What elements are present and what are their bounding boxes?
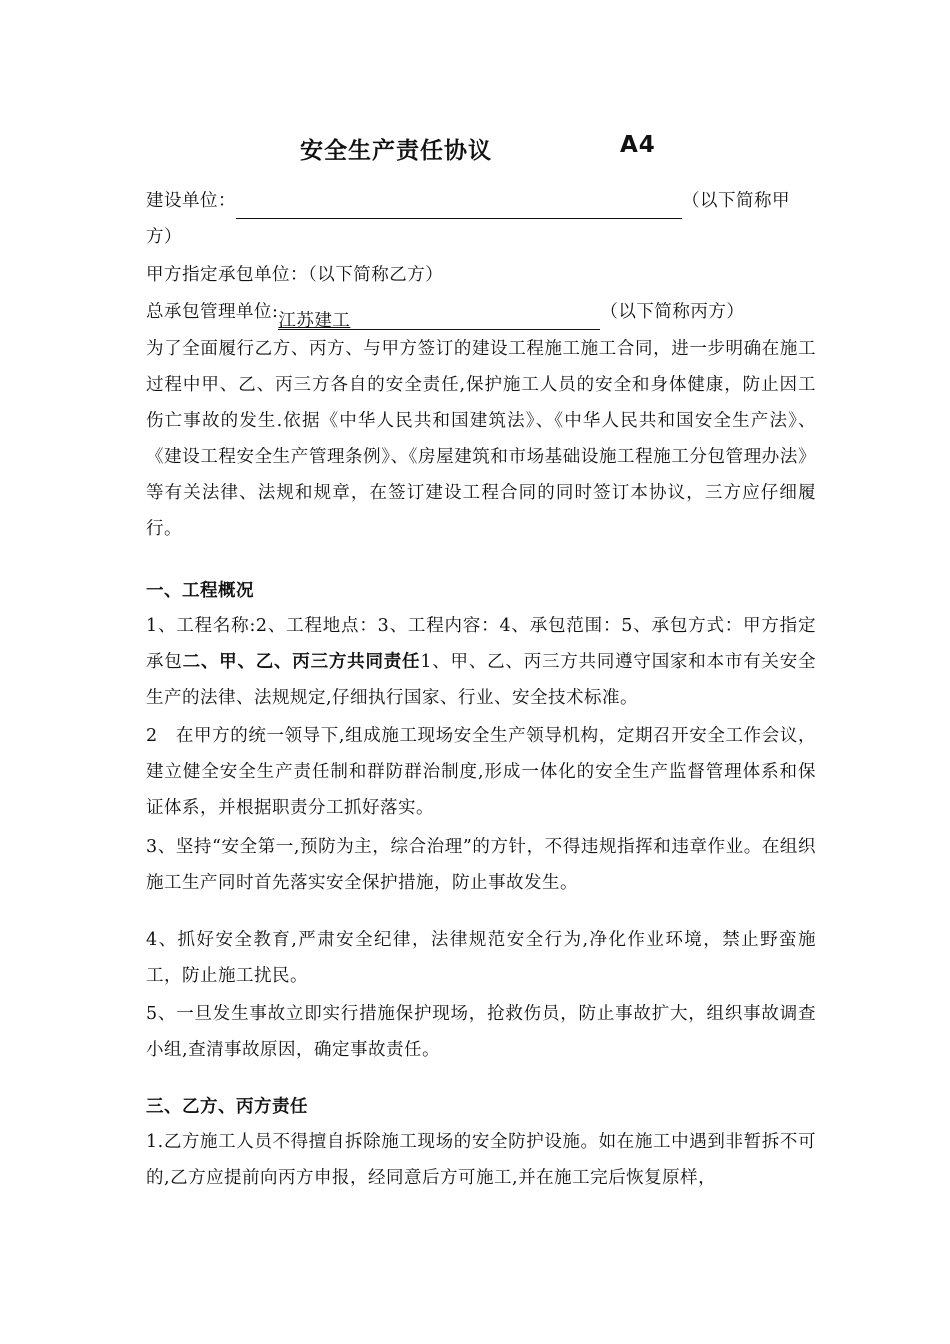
section2-item1: 1、甲、乙、丙三方共同遵守国家和本市有关安全生产的法律、法规规定,仔细执行国家、行业、安全技术标准。 xyxy=(146,652,817,708)
section2-heading: 二、甲、乙、丙三方共同责任 xyxy=(182,652,421,672)
section1-items-text: 1、工程名称:2、工程地点：3、工程内容：4、承包范围：5、承包方式：甲方指定承包 xyxy=(146,616,816,672)
intro-paragraph: 为了全面履行乙方、丙方、与甲方签订的建设工程施工施工合同，进一步明确在施工过程中甲、乙、丙三方各自的安全责任,保护施工人员的安全和身体健康，防止因工伤亡事故的发生.依据《中华人民共和国建筑法》、《中华人民共和国安全生产法》、《建设工程安全生产管理条例》、《房屋建筑和市场基础设施工程施工分包管理办法》等有关法律、法规和规章，在签订建设工程合同的同时签订本协议，三方应仔细履行。 xyxy=(146,339,816,539)
jianshe-line xyxy=(146,183,816,219)
yi-line: 甲方指定承包单位：（以下简称乙方） xyxy=(146,265,444,285)
jianshe-suffix: （以下简称甲 xyxy=(682,191,790,211)
section3-item1: 1.乙方施工人员不得擅自拆除施工现场的安全防护设施。如在施工中遇到非暂拆不可的,乙方应提前向丙方申报，经同意后方可施工,并在施工完后恢复原样， xyxy=(146,1132,816,1188)
section2-item2: 2 在甲方的统一领导下,组成施工现场安全生产领导机构，定期召开安全工作会议，建立健全安全生产责任制和群防群治制度,形成一体化的安全生产监督管理体系和保证体系，并根据职责分工抓好落实。 xyxy=(146,726,816,818)
zong-suffix: （以下简称丙方） xyxy=(600,302,745,322)
zong-label: 总承包管理单位: xyxy=(146,302,279,322)
section1-items xyxy=(146,608,816,716)
zong-value: 江苏建工 xyxy=(278,311,351,331)
section2-item4: 4、抓好安全教育,严肃安全纪律，法律规范安全行为,净化作业环境，禁止野蛮施工，防止施工扰民。 xyxy=(146,930,816,986)
section3-heading: 三、乙方、丙方责任 xyxy=(146,1097,308,1117)
section2-item5: 5、一旦发生事故立即实行措施保护现场，抢救伤员，防止事故扩大，组织事故调查小组,查清事故原因，确定事故责任。 xyxy=(146,1004,816,1060)
section2-item3: 3、坚持“安全第一,预防为主，综合治理”的方针，不得违规指挥和违章作业。在组织施工生产同时首先落实安全保护措施，防止事故发生。 xyxy=(146,837,816,893)
title-code: A4 xyxy=(620,132,656,158)
jianshe-suffix-line: 方） xyxy=(146,227,182,247)
zong-line xyxy=(146,294,816,330)
title-text: 安全生产责任协议 xyxy=(300,138,492,164)
jianshe-label: 建设单位： xyxy=(146,191,236,211)
document-title xyxy=(300,132,656,165)
zong-blank xyxy=(278,303,600,330)
jianshe-blank xyxy=(236,192,682,219)
section1-heading: 一、工程概况 xyxy=(146,581,254,601)
